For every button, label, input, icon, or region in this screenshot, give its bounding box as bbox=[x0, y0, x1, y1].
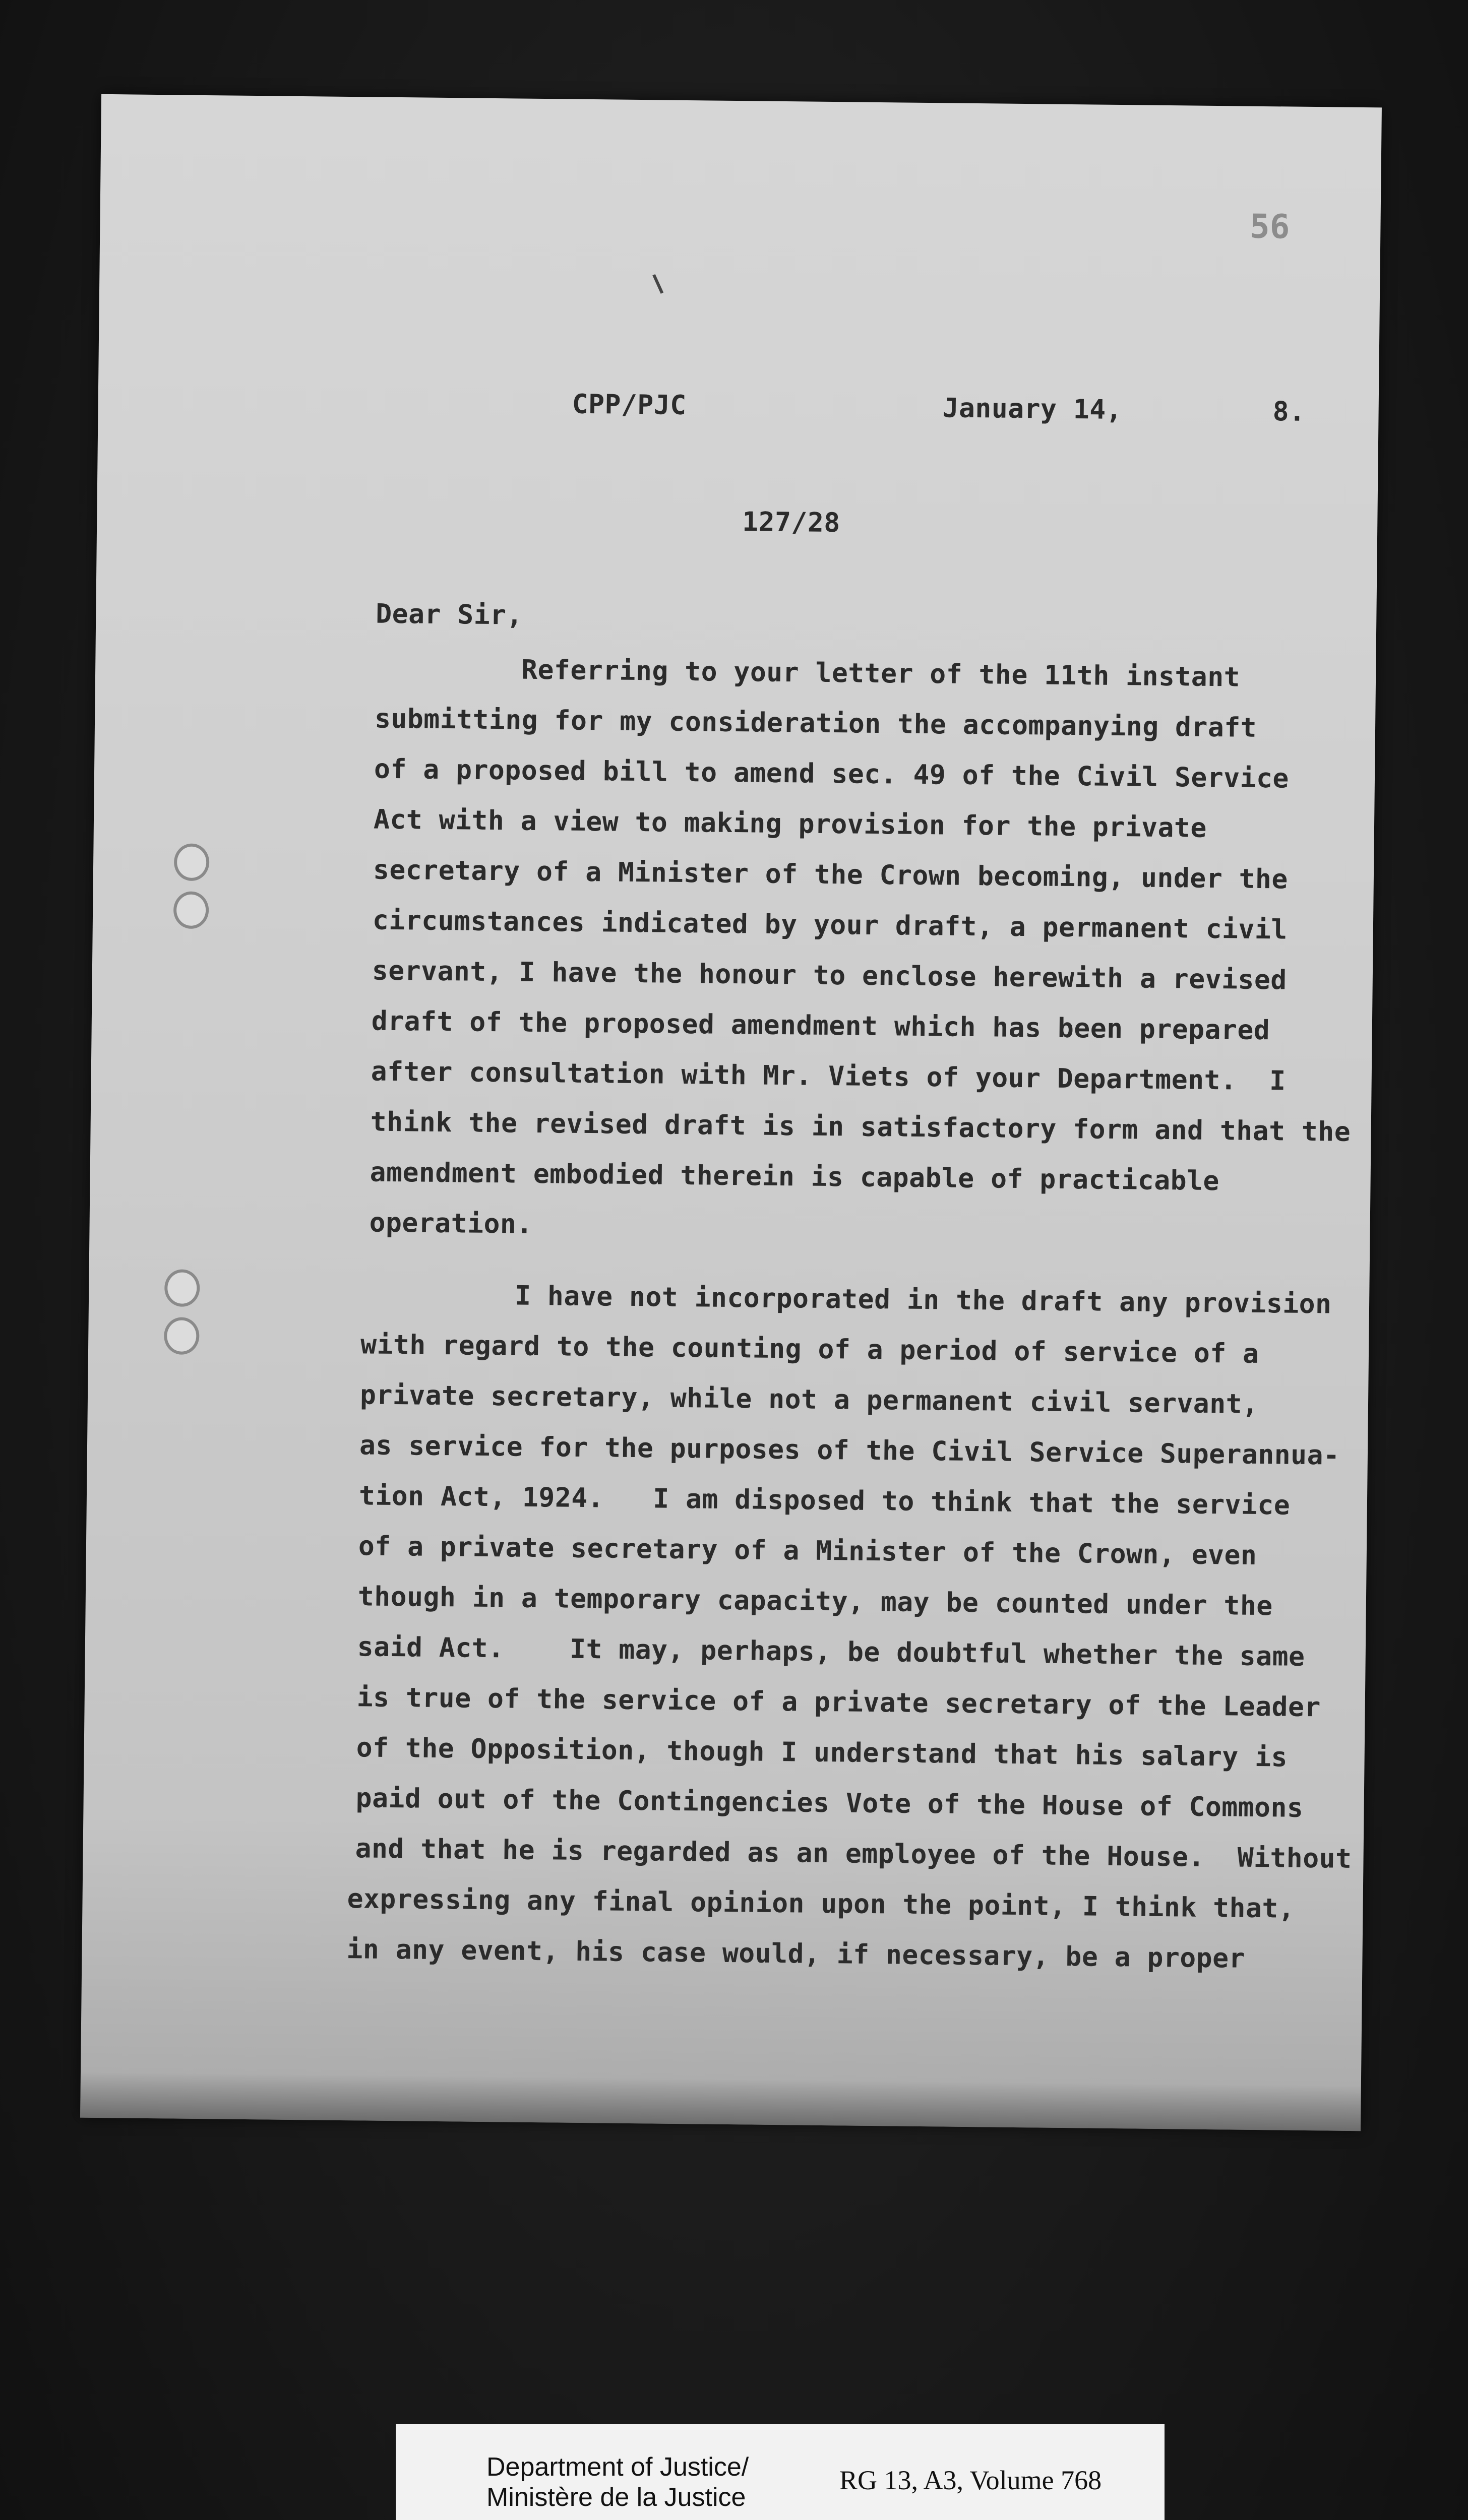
body-line: expressing any final opinion upon the point, I think that, bbox=[347, 1883, 1295, 1924]
body-line: submitting for my consideration the accompanying draft bbox=[374, 703, 1257, 743]
body-line: Referring to your letter of the 11th instant bbox=[521, 654, 1241, 693]
body-line: draft of the proposed amendment which has been prepared bbox=[371, 1005, 1270, 1046]
body-line: of the Opposition, though I understand that his salary is bbox=[356, 1732, 1288, 1773]
department-name bbox=[486, 2452, 749, 2512]
punch-hole bbox=[173, 891, 209, 929]
file-number: 127/28 bbox=[742, 507, 841, 539]
body-line: tion Act, 1924. I am disposed to think that the service bbox=[358, 1480, 1291, 1521]
body-line: of a private secretary of a Minister of the Crown, even bbox=[358, 1531, 1257, 1571]
body-line: is true of the service of a private secretary of the Leader bbox=[356, 1682, 1321, 1723]
department-line-english: Department of Justice/ bbox=[486, 2452, 749, 2482]
department-line-french: Ministère de la Justice bbox=[486, 2483, 746, 2512]
body-line: of a proposed bill to amend sec. 49 of the Civil Service bbox=[374, 753, 1290, 794]
body-line: with regard to the counting of a period of service of a bbox=[360, 1329, 1259, 1369]
body-line: though in a temporary capacity, may be counted under the bbox=[357, 1581, 1273, 1622]
punch-hole bbox=[164, 1317, 200, 1355]
letter-page bbox=[80, 94, 1382, 2131]
punch-hole bbox=[164, 1269, 200, 1307]
page-number: 8. bbox=[1272, 396, 1306, 427]
body-line: and that he is regarded as an employee of the House. Without bbox=[355, 1833, 1352, 1874]
body-line: operation. bbox=[369, 1207, 533, 1240]
body-line: in any event, his case would, if necessary, be a proper bbox=[346, 1934, 1246, 1974]
body-line: think the revised draft is in satisfactory form and that the bbox=[370, 1106, 1351, 1148]
body-line: circumstances indicated by your draft, a permanent civil bbox=[372, 905, 1288, 946]
body-line: I have not incorporated in the draft any provision bbox=[514, 1280, 1332, 1320]
body-line: secretary of a Minister of the Crown becoming, under the bbox=[373, 854, 1289, 895]
body-line: as service for the purposes of the Civil Service Superannua- bbox=[359, 1430, 1340, 1471]
department-label bbox=[396, 2424, 1165, 2520]
body-line: amendment embodied therein is capable of practicable bbox=[370, 1157, 1220, 1197]
body-line: servant, I have the honour to enclose herewith a revised bbox=[372, 955, 1288, 996]
punch-hole bbox=[174, 843, 210, 881]
record-group: RG 13, A3, Volume 768 bbox=[839, 2465, 1102, 2495]
reference-initials: CPP/PJC bbox=[572, 389, 687, 421]
body-line: Act with a view to making provision for the private bbox=[373, 804, 1207, 844]
salutation: Dear Sir, bbox=[376, 598, 523, 631]
body-line: private secretary, while not a permanent civil servant, bbox=[359, 1379, 1259, 1420]
folio-number: 56 bbox=[1249, 207, 1290, 246]
letter-date: January 14, bbox=[942, 393, 1123, 426]
body-line: paid out of the Contingencies Vote of the House of Commons bbox=[355, 1783, 1304, 1823]
body-line: after consultation with Mr. Viets of your Department. I bbox=[371, 1056, 1286, 1097]
body-line: said Act. It may, perhaps, be doubtful whether the same bbox=[357, 1631, 1305, 1672]
pencil-mark bbox=[652, 274, 663, 294]
